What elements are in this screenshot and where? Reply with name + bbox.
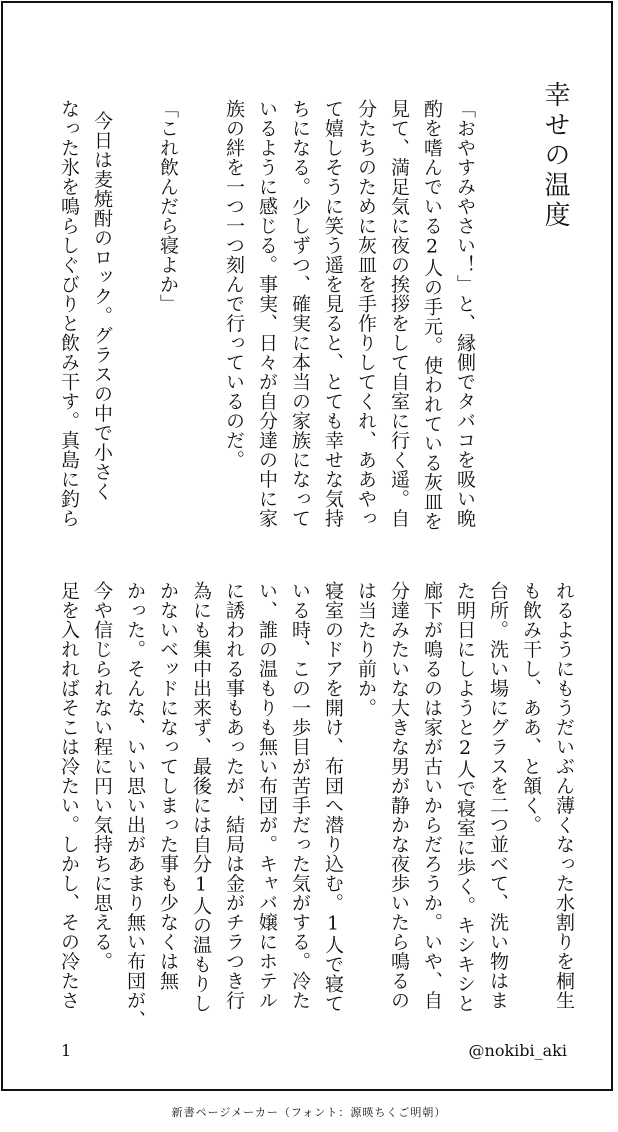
- text-column: れるようにもうだいぶん薄くなった水割りを桐生: [553, 581, 575, 1010]
- upper-text-block: [3, 99, 493, 539]
- lower-text-block: [3, 581, 591, 1030]
- text-column: ちになる。少しずつ、確実に本当の家族になって: [289, 99, 311, 528]
- text-column: 「これ飲んだら寝よか」: [157, 99, 179, 314]
- text-column: 族の絆を一つ一つ刻んで行っているのだ。: [223, 99, 245, 470]
- text-column: 今日は麦焼酎のロック。グラスの中で小さく: [91, 111, 113, 501]
- document-page: [1, 1, 613, 1091]
- generator-credit: 新書ページメーカー（フォント：源暎ちくご明朝）: [171, 1106, 447, 1119]
- author-handle: @nokibi_aki: [468, 1041, 567, 1060]
- text-column: いる時、この一歩目が苦手だった気がする。冷た: [289, 581, 311, 1010]
- text-column: 為にも集中出来ず、最後には自分1人の温もりし: [190, 581, 212, 1013]
- text-column: て嬉しそうに笑う遥を見ると、とても幸せな気持: [322, 99, 344, 528]
- text-column: 足を入れればそこは冷たい。しかし、その冷たさ: [58, 581, 80, 1010]
- text-column: なった氷を鳴らしぐびりと飲み干す。真島に釣ら: [58, 99, 80, 528]
- text-column: い、誰の温もりも無い布団が。キャバ嬢にホテル: [256, 581, 278, 1010]
- text-column: は当たり前か。: [355, 581, 377, 718]
- story-title: 幸せの温度: [540, 81, 570, 231]
- text-column: かないベッドになってしまった事も少なくは無: [157, 581, 179, 991]
- text-column: 廊下が鳴るのは家が古いからだろうか。いや、自: [421, 581, 443, 1010]
- text-column: 寝室のドアを開け、布団へ潜り込む。1人で寝て: [322, 581, 344, 1013]
- text-column: かった。そんな、いい思い出があまり無い布団が、: [124, 581, 146, 1030]
- text-column: 見て、満足気に夜の挨拶をして自室に行く遥。自: [388, 99, 410, 528]
- text-column: に誘われる事もあったが、結局は金がチラつき行: [223, 581, 245, 1010]
- text-column: 分たちのために灰皿を手作りしてくれ、ああやっ: [355, 99, 377, 528]
- text-column: 今や信じられない程に円い気持ちに思える。: [91, 581, 113, 971]
- text-column: 酌を嗜んでいる2人の手元。使われている灰皿を: [421, 99, 443, 531]
- text-column: も飲み干し、ああ、と頷く。: [520, 581, 542, 835]
- text-column: た明日にしようと2人で寝室に歩く。キシキシと: [454, 581, 476, 1013]
- text-column: 台所。洗い場にグラスを二つ並べて、洗い物はま: [487, 581, 509, 1010]
- text-column: 分達みたいな大きな男が静かな夜歩いたら鳴るの: [388, 581, 410, 1010]
- text-column: いるように感じる。事実、日々が自分達の中に家: [256, 99, 278, 528]
- page-number: 1: [61, 1041, 72, 1060]
- text-column: 「おやすみやさい！」と、縁側でタバコを吸い晩: [454, 99, 476, 528]
